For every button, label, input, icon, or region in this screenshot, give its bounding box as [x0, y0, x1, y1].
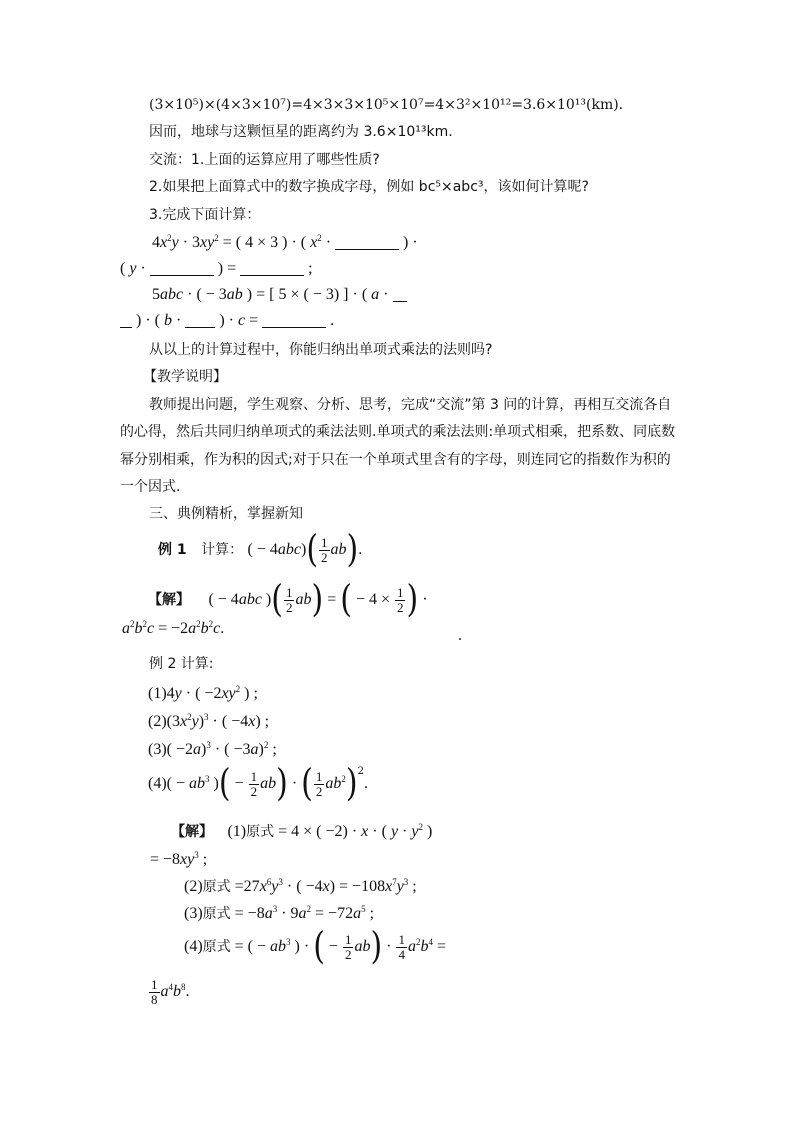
- fill-in-eq1-line1: $4x^2y \cdot 3xy^2$ = ( 4 × 3 ) · ( $x^2$ · ) ·: [152, 233, 418, 251]
- example2-label: 例 2 计算:: [149, 656, 214, 672]
- section-title: 三、典例精析，掌握新知: [149, 506, 303, 522]
- answer-blank[interactable]: [185, 312, 215, 328]
- example2-solution-1a: 【解】 (1)原式 = 4 × ( −2) · x · ( $y \cdot y^2$ ): [171, 822, 433, 840]
- example2-item-2: $(2)(3x^2y)^3$ · ( −4x) ;: [148, 712, 270, 730]
- example2-item-1: (1)4y · ( $-2xy^2$ ) ;: [148, 684, 258, 702]
- example1-label: 例 1: [158, 542, 187, 558]
- fill-in-eq1-line2: ( y · ) = ;: [120, 260, 313, 277]
- answer-blank[interactable]: [262, 312, 326, 328]
- example1-solution-line2: $a^2b^2c = -2a^2b^2c$.: [122, 619, 225, 637]
- rule-question: 从以上的计算过程中，你能归纳出单项式乘法的法则吗?: [149, 342, 493, 358]
- example2-solution-4a: (4)原式 = ( − $ab^3$ ) · ( − $\frac{1}{2}$ ab) · $\frac{1}{4}$ $a^2b^4$ =: [184, 924, 447, 969]
- example2-solution-4b: $\frac{1}{8}$ $a^4b^8$.: [151, 976, 190, 1007]
- teaching-note-line: 幂分别相乘，作为积的因式;对于只在一个单项式里含有的字母，则连同它的指数作为积的: [120, 452, 671, 468]
- stray-dot: .: [458, 627, 462, 644]
- exchange-q1: 交流：1.上面的运算应用了哪些性质?: [149, 152, 380, 168]
- exchange-q2: 2.如果把上面算式中的数字换成字母，例如 bc⁵×abc³，该如何计算呢?: [149, 179, 589, 195]
- teaching-note-heading: 【教学说明】: [143, 369, 227, 385]
- example2-item-3: $(3)( -2a)^3$ · ( −3a)$^2$ ;: [148, 740, 277, 758]
- answer-blank[interactable]: [240, 260, 304, 276]
- answer-blank[interactable]: [150, 260, 214, 276]
- example2-item-4: $(4)( - ab^3$ )( − $\frac{1}{2}$ ab) · ( $\frac{1}{2}$ $ab^2)^2$.: [148, 761, 368, 806]
- intro-conclusion: 因而，地球与这颗恒星的距离约为 3.6×10¹³km.: [149, 124, 453, 140]
- teaching-note-line: 一个因式.: [120, 479, 181, 495]
- teaching-note-line: 的心得，然后共同归纳单项式的乘法法则.单项式的乘法法则:单项式相乘，把系数、同底数: [120, 424, 676, 440]
- exchange-q3: 3.完成下面计算：: [149, 207, 261, 223]
- fill-in-eq2-line1: 5abc · ( − 3ab ) = [ 5 × ( − 3) ] · ( a ·: [152, 285, 407, 305]
- example2-solution-label: 【解】: [171, 824, 213, 840]
- example2-solution-1b: = $-8xy^3$ ;: [150, 850, 208, 868]
- teaching-note-line: 教师提出问题，学生观察、分析、思考，完成“交流”第 3 问的计算，再相互交流各自: [149, 397, 672, 413]
- answer-blank[interactable]: [120, 312, 132, 328]
- answer-blank[interactable]: [335, 234, 399, 250]
- example2-solution-3: (3)原式 = $-8a^3 \cdot 9a^2 = -72a^5$ ;: [184, 904, 375, 922]
- example1-solution-label: 【解】: [148, 592, 190, 608]
- intro-equation: (3×10⁵)×(4×3×10⁷)=4×3×3×10⁵×10⁷=4×3²×10¹²=3.6×10¹³(km).: [149, 97, 624, 113]
- answer-blank[interactable]: [393, 286, 407, 302]
- fill-in-eq2-line2: ) · ( b · ) · c = .: [120, 311, 334, 331]
- example2-solution-2: (2)原式 $=27x^6y^3$ · ( $-4x) = -108x^7y^3$ ;: [184, 877, 417, 895]
- example1-solution-line1: 【解】 ( − 4abc )( $\frac{1}{2}$ ab) = ( − 4 × $\frac{1}{2}$ ) ·: [148, 577, 428, 622]
- example1-problem: 例 1 计算： ( − 4abc)( $\frac{1}{2}$ ab).: [158, 527, 363, 572]
